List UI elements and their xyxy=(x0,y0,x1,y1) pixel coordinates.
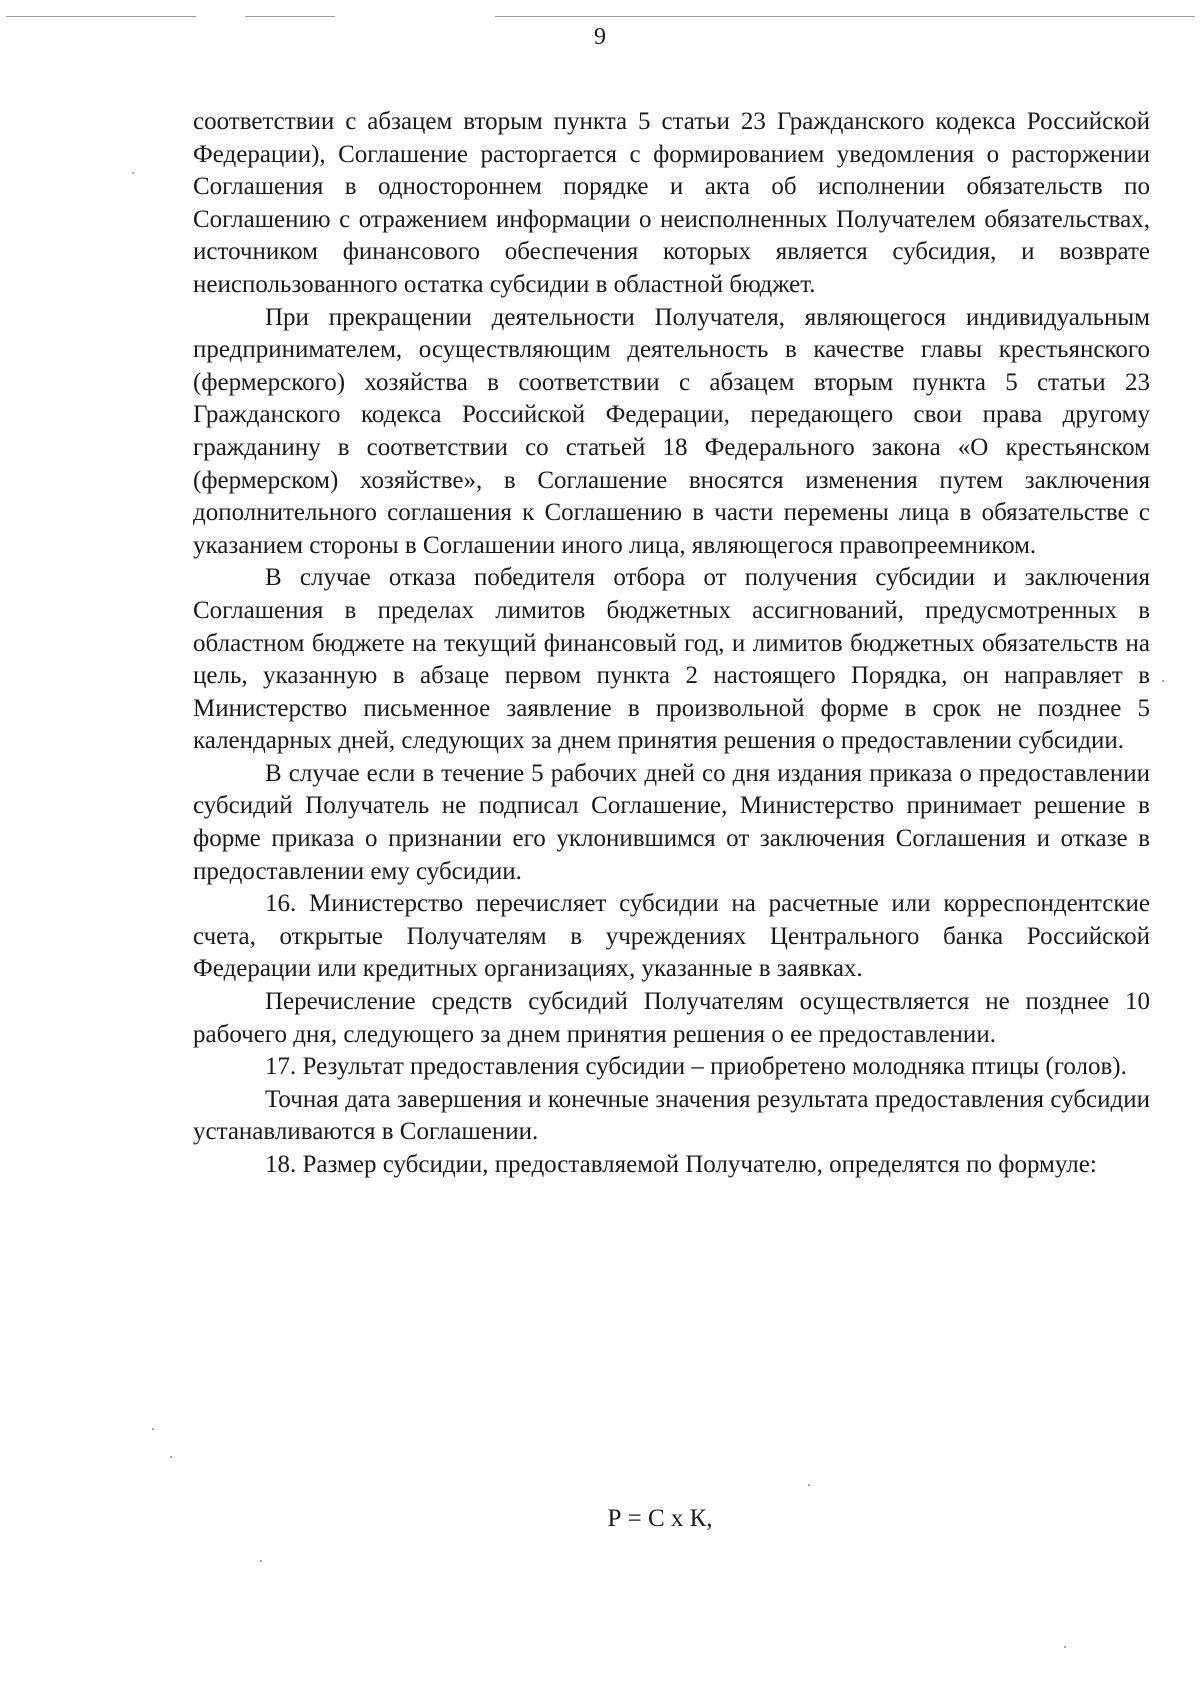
page-number: 9 xyxy=(594,24,606,50)
scan-speck xyxy=(132,172,134,174)
paragraph-item-16: 16. Министерство перечисляет субсидии на расчетные или корреспондентские счета, открытые Получателям в учреждениях Центрального банка Российской Федерации или кредитных организациях, указанные в заявках. xyxy=(193,890,1150,983)
paragraph: В случае отказа победителя отбора от получения субсидии и заключения Соглашения в пределах лимитов бюджетных ассигнований, предусмотренных в областном бюджете на текущий финансовый год, и лимитов бюджетных обязательств на цель, указанную в абзаце первом пункта 2 настоящего Порядка, он направляет в Министерство письменное заявление в произвольной форме в срок не позднее 5 календарных дней, следующих за днем принятия решения о предоставлении субсидии. xyxy=(193,564,1150,755)
scan-speck xyxy=(260,1560,262,1562)
scan-speck xyxy=(1162,680,1164,682)
paragraph: При прекращении деятельности Получателя, являющегося индивидуальным предпринимателем, осуществляющим деятельность в качестве главы крестьянского (фермерского) хозяйства в соответствии с абзацем вторым пункта 5 статьи 23 Гражданского кодекса Российской Федерации, передающего свои права другому гражданину в соответствии со статьей 18 Федерального закона «О крестьянском (фермерском) хозяйстве», в Соглашение вносятся изменения путем заключения дополнительного соглашения к Соглашению в части перемены лица в обязательстве с указанием стороны в Соглашении иного лица, являющегося правопреемником. xyxy=(193,303,1150,559)
paragraph: Перечисление средств субсидий Получателям осуществляется не позднее 10 рабочего дня, следующего за днем принятия решения о ее предоставлении. xyxy=(193,988,1150,1048)
formula: Р = С х К, xyxy=(607,1505,713,1532)
scan-speck xyxy=(808,1484,810,1486)
document-body xyxy=(193,106,1150,1182)
paragraph-item-17: 17. Результат предоставления субсидии – приобретено молодняка птицы (голов). xyxy=(265,1053,1127,1081)
paragraph: соответствии с абзацем вторым пункта 5 статьи 23 Гражданского кодекса Российской Федерации), Соглашение расторгается с формированием уведомления о расторжении Соглашения в одностороннем порядке и акта об исполнении обязательств по Соглашению с отражением информации о неисполненных Получателем обязательствах, источником финансового обеспечения которых является субсидия, и возврате неиспользованного остатка субсидии в областной бюджет. xyxy=(193,108,1150,298)
scan-top-edge xyxy=(0,12,1200,20)
scan-speck xyxy=(170,1456,172,1458)
paragraph: Точная дата завершения и конечные значения результата предоставления субсидии устанавливаются в Соглашении. xyxy=(193,1085,1150,1146)
scan-speck xyxy=(152,1428,154,1430)
paragraph: В случае если в течение 5 рабочих дней со дня издания приказа о предоставлении субсидий Получатель не подписал Соглашение, Министерство принимает решение в форме приказа о признании его уклонившимся от заключения Соглашения и отказе в предоставлении ему субсидии. xyxy=(193,759,1150,885)
scan-speck xyxy=(1064,1646,1066,1648)
paragraph-item-18: 18. Размер субсидии, предоставляемой Получателю, определятся по формуле: xyxy=(265,1151,1097,1178)
